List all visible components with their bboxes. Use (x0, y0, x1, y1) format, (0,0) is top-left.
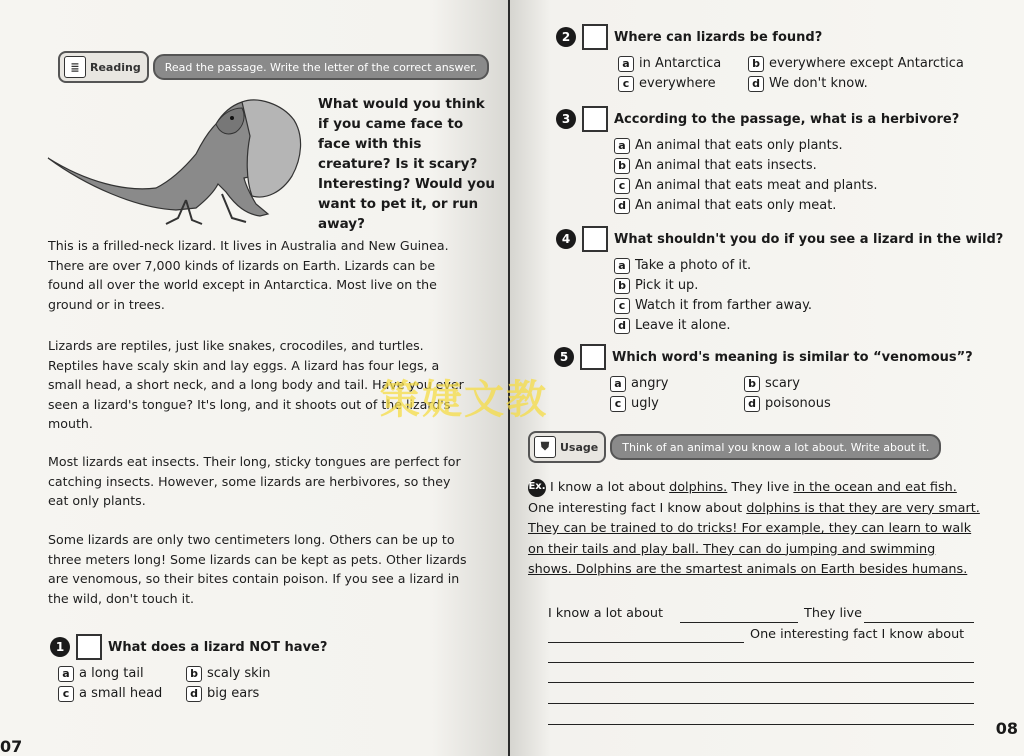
question-5: 5 Which word's meaning is similar to “venomous”? a angry b scary c ugly d poisonous (554, 344, 973, 413)
frilled-lizard-illustration (46, 96, 311, 236)
option-c[interactable]: c ugly (610, 394, 744, 413)
option-a[interactable]: a a long tail (58, 664, 186, 683)
question-3: 3 According to the passage, what is a herbivore? a An animal that eats only plants. b An animal that eats insects. c An animal that eats meat and plants. d An animal that eats only meat. (556, 106, 959, 215)
writing-line[interactable] (548, 703, 974, 704)
paragraph-4: Some lizards are only two centimeters long. Others can be up to three meters long! Some lizards can be kept as pets. Other lizards are venomous, so their bites contain poison. If you see a lizard in the wild, don't touch it. (48, 532, 467, 606)
writing-line[interactable] (680, 622, 798, 623)
option-d[interactable]: d big ears (186, 684, 366, 703)
option-b[interactable]: b everywhere except Antarctica (748, 54, 968, 73)
writing-line[interactable] (864, 622, 974, 623)
question-text: Where can lizards be found? (614, 29, 823, 45)
usage-badge: ⛊ Usage (528, 431, 606, 463)
writing-prompt-2: They live (804, 606, 862, 621)
intro-text: What would you think if you came face to face with this creature? Is it scary? Interesting? Would you want to pet it, or run away? (318, 96, 495, 232)
answer-box[interactable] (76, 634, 102, 660)
paragraph-2: Lizards are reptiles, just like snakes, crocodiles, and turtles. Reptiles have scaly skin and lay eggs. A lizard has four legs, a small head, a short neck, and a long body and tail. Have you ever seen a lizard's tongue? It's long, and it shoots out of the lizard's mouth. (48, 338, 464, 431)
question-1 (50, 634, 366, 703)
option-c[interactable]: c An animal that eats meat and plants. (614, 176, 959, 195)
question-text: What shouldn't you do if you see a lizard in the wild? (614, 231, 1004, 247)
question-number: 1 (50, 637, 70, 657)
paragraph-3: Most lizards eat insects. Their long, sticky tongues are perfect for catching insects. However, some lizards are herbivores, so they eat only plants. (48, 454, 461, 508)
option-a[interactable]: a in Antarctica (618, 54, 748, 73)
reading-instruction: Read the passage. Write the letter of the correct answer. (153, 54, 490, 80)
reading-section-header (58, 52, 489, 82)
shield-icon: ⛊ (534, 436, 556, 458)
question-2: 2 Where can lizards be found? a in Antarctica b everywhere except Antarctica c everywhere d We don't know. (556, 24, 968, 93)
question-4: 4 What shouldn't you do if you see a lizard in the wild? a Take a photo of it. b Pick it up. c Watch it from farther away. d Leave it alone. (556, 226, 1003, 335)
option-d[interactable]: d We don't know. (748, 74, 968, 93)
option-d[interactable]: d poisonous (744, 394, 904, 413)
writing-line[interactable] (548, 724, 974, 725)
answer-box[interactable] (582, 226, 608, 252)
option-d[interactable]: d An animal that eats only meat. (614, 196, 959, 215)
option-b[interactable]: b scaly skin (186, 664, 366, 683)
page-number-right: 08 (995, 719, 1018, 738)
option-a[interactable]: a An animal that eats only plants. (614, 136, 959, 155)
option-c[interactable]: c Watch it from farther away. (614, 296, 1003, 315)
option-d[interactable]: d Leave it alone. (614, 316, 1003, 335)
reading-badge: ≣ Reading (58, 51, 149, 83)
option-a[interactable]: a angry (610, 374, 744, 393)
book-icon: ≣ (64, 56, 86, 78)
watermark: 策婕文教 (380, 376, 548, 423)
example-badge: Ex. (528, 479, 546, 497)
option-c[interactable]: c a small head (58, 684, 186, 703)
option-b[interactable]: b scary (744, 374, 904, 393)
usage-section-header (528, 432, 941, 462)
option-b[interactable]: b An animal that eats insects. (614, 156, 959, 175)
example-text: Ex. I know a lot about dolphins. They live in the ocean and eat fish. One interesting fact I know about dolphins is that they are very smart. They can be trained to do tricks! For example, they can learn to walk on their tails and play ball. They can do jumping and swimming shows. Dolphins are the smartest animals on Earth besides humans. (528, 480, 980, 577)
paragraph-1: This is a frilled-neck lizard. It lives in Australia and New Guinea. There are over 7,000 kinds of lizards on Earth. Lizards can be found all over the world except in Antarctica. Most live on the ground or in trees. (48, 238, 449, 312)
writing-line[interactable] (548, 682, 974, 683)
answer-box[interactable] (582, 106, 608, 132)
option-b[interactable]: b Pick it up. (614, 276, 1003, 295)
answer-box[interactable] (582, 24, 608, 50)
page-number-left: 07 (0, 737, 23, 756)
usage-instruction: Think of an animal you know a lot about. Write about it. (610, 434, 941, 460)
answer-box[interactable] (580, 344, 606, 370)
writing-prompt-1: I know a lot about (548, 606, 664, 621)
writing-line[interactable] (548, 662, 974, 663)
option-a[interactable]: a Take a photo of it. (614, 256, 1003, 275)
question-text: What does a lizard NOT have? (108, 639, 328, 655)
question-text: Which word's meaning is similar to “venomous”? (612, 349, 973, 365)
question-text: According to the passage, what is a herbivore? (614, 111, 960, 127)
writing-line[interactable] (548, 642, 744, 643)
writing-prompt-3: One interesting fact I know about (750, 627, 965, 642)
option-c[interactable]: c everywhere (618, 74, 748, 93)
